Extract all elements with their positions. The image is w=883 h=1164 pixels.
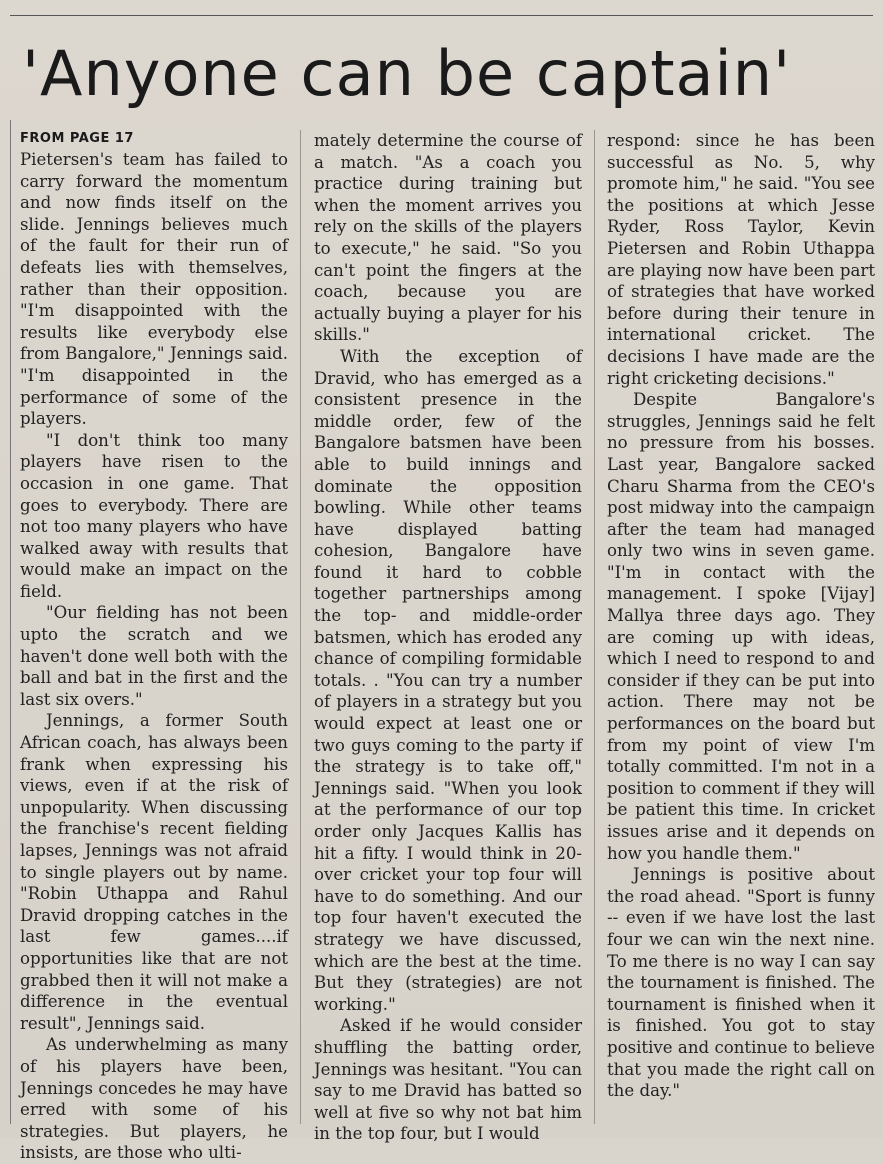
paragraph: Asked if he would consider shuffling the batting order, Jennings was hesitant. "You can say to me Dravid has batted so well at five so why not bat him in the top four, but I would bbox=[314, 1016, 582, 1144]
paragraph: respond: since he has been successful as No. 5, why promote him," he said. "You see the positions at which Jesse Ryder, Ross Taylor, Kevin Pietersen and Robin Uthappa are playing now have been part of strategies that have worked before during their tenure in international cricket. The decisions I have made are the right cricketing decisions." bbox=[607, 131, 875, 388]
column-divider bbox=[594, 130, 595, 1124]
headline: 'Anyone can be captain' bbox=[22, 37, 792, 110]
article-column-3 bbox=[607, 130, 875, 1102]
top-rule bbox=[10, 15, 873, 16]
paragraph: "I don't think too many players have risen to the occasion in one game. That goes to everybody. There are not too many players who have walked away with results that would make an impact on the field. bbox=[20, 430, 288, 601]
paragraph: Jennings is positive about the road ahead. "Sport is funny -- even if we have lost the last four we can win the next nine. To me there is no way I can say the tournament is finished. The tournament is finished when it is finished. You got to stay positive and continue to believe that you made the right call on the day." bbox=[607, 865, 875, 1101]
column-divider bbox=[300, 130, 301, 1124]
left-column-rule bbox=[10, 120, 11, 1124]
continued-from-label: FROM PAGE 17 bbox=[20, 131, 134, 146]
paragraph: "Our fielding has not been upto the scratch and we haven't done well both with the ball and bat in the first and the last six overs." bbox=[20, 603, 288, 709]
paragraph: Despite Bangalore's struggles, Jennings said he felt no pressure from his bosses. Last year, Bangalore sacked Charu Sharma from the CEO's post midway into the campaign after the team had managed only two wins in seven game. "I'm in contact with the management. I spoke [Vijay] Mallya three days ago. They are coming up with ideas, which I need to respond to and consider if they can be put into action. There may not be performances on the board but from my point of view I'm totally committed. I'm not in a position to comment if they will be patient this time. In cricket issues arise and it depends on how you handle them." bbox=[607, 390, 875, 863]
paragraph: With the exception of Dravid, who has emerged as a consistent presence in the middle order, few of the Bangalore batsmen have been able to build innings and dominate the opposition bowling. While other teams have displayed batting cohesion, Bangalore have found it hard to cobble together partnerships among the top- and middle-order batsmen, which has eroded any chance of compiling formidable totals. . "You can try a number of players in a strategy but you would expect at least one or two guys coming to the party if the strategy is to take off," Jennings said. "When you look at the performance of our top order only Jacques Kallis has hit a fifty. I would think in 20-over cricket your top four will have to do something. And our top four haven't executed the strategy we have discussed, which are the best at the time. But they (strategies) are not working." bbox=[314, 346, 582, 1014]
article-column-1 bbox=[20, 130, 288, 1164]
paragraph: As underwhelming as many of his players have been, Jennings concedes he may have erred with some of his strategies. But players, he insists, are those who ulti- bbox=[20, 1035, 288, 1163]
paragraph: mately determine the course of a match. "As a coach you practice during training but when the moment arrives you rely on the skills of the players to execute," he said. "So you can't point the fingers at the coach, because you are actually buying a player for his skills." bbox=[314, 131, 582, 345]
paragraph: Jennings, a former South African coach, has always been frank when expressing his views, even if at the risk of unpopularity. When discussing the franchise's recent fielding lapses, Jennings was not afraid to single players out by name. "Robin Uthappa and Rahul Dravid dropping catches in the last few games....if opportunities like that are not grabbed then it will not make a difference in the eventual result", Jennings said. bbox=[20, 711, 288, 1033]
article-column-2 bbox=[314, 130, 582, 1145]
paragraph: Pietersen's team has failed to carry forward the momentum and now finds itself on the slide. Jennings believes much of the fault for their run of defeats lies with themselves, rather than their opposition. "I'm disappointed with the results like everybody else from Bangalore," Jennings said. "I'm disappointed in the performance of some of the players. bbox=[20, 150, 288, 429]
